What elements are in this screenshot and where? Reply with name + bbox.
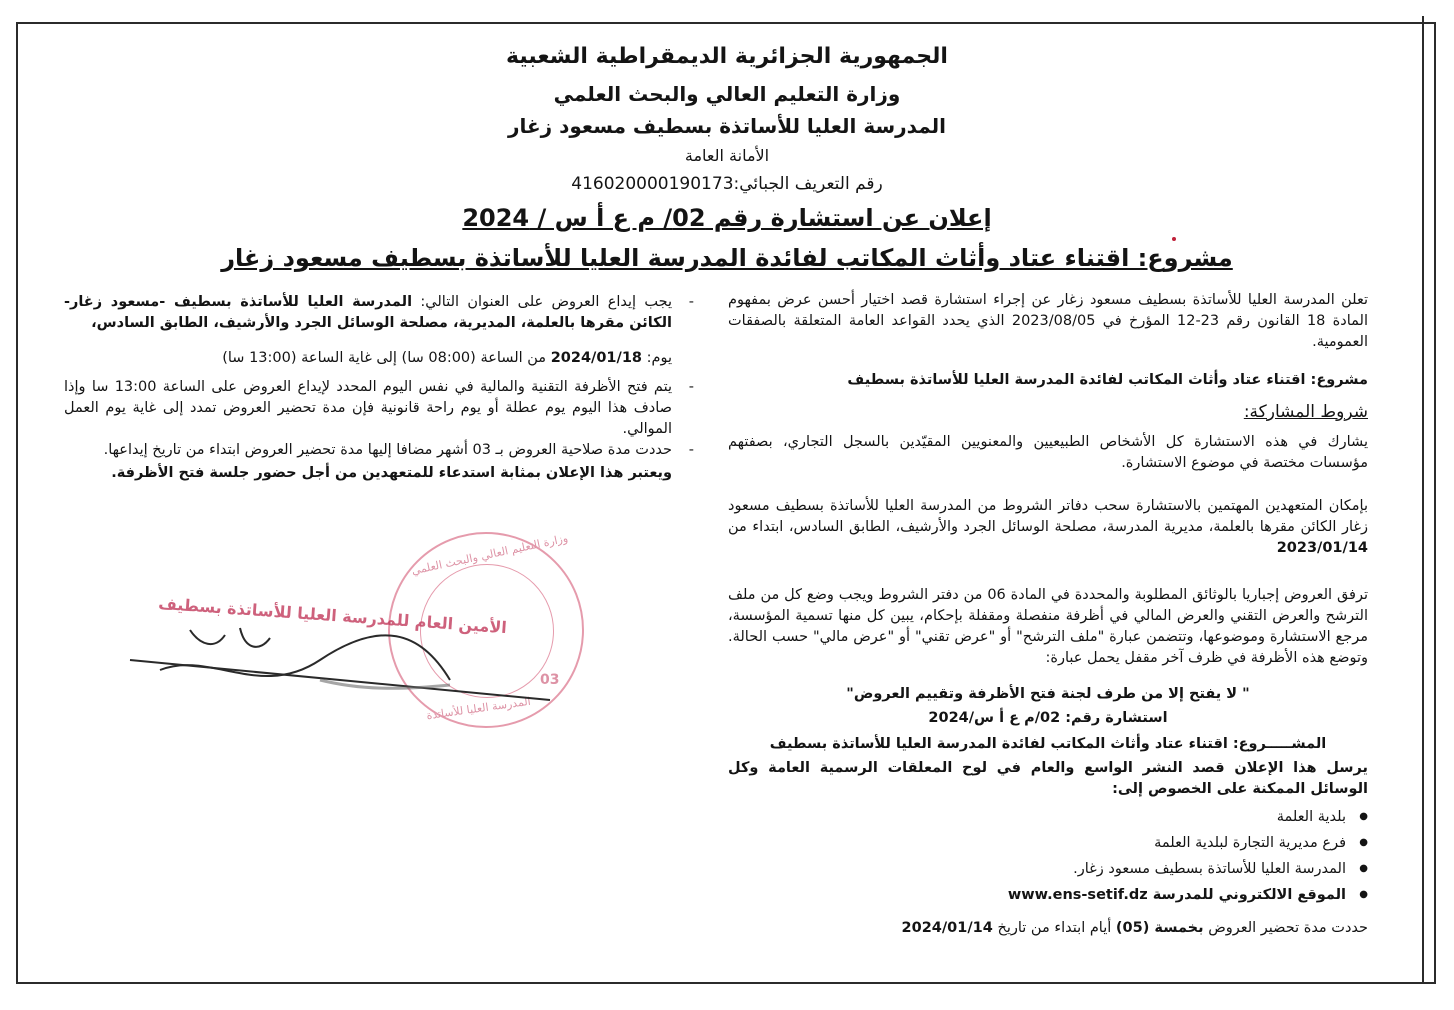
prep-period — [728, 918, 1368, 939]
publish-text: يرسل هذا الإعلان قصد النشر الواسع والعام في لوح المعلقات الرسمية العامة وكل الوسائل الممكنة على الخصوص إلى: — [728, 760, 1368, 797]
stamp-bottom-text: المدرسة العليا للأساتذة — [425, 694, 532, 723]
header-republic: الجمهورية الجزائرية الديمقراطية الشعبية — [506, 44, 948, 69]
consult-reference: استشارة رقم: 02/م ع أ س/2024 — [928, 710, 1168, 726]
deposit-item — [64, 292, 694, 369]
header-ministry: وزارة التعليم العالي والبحث العلمي — [553, 82, 901, 106]
withdraw-date: 2023/01/14 — [1276, 540, 1368, 556]
header-school: المدرسة العليا للأساتذة بسطيف مسعود زغار — [507, 114, 947, 138]
invitation-text: ويعتبر هذا الإعلان بمثابة استدعاء للمتعهدين من أجل حضور جلسة فتح الأظرفة. — [111, 465, 672, 481]
tax-id-value: 416020000190173 — [571, 174, 734, 194]
tax-id-label: رقم التعريف الجبائي: — [733, 174, 883, 194]
conditions-text: يشارك في هذه الاستشارة كل الأشخاص الطبيعيين والمعنويين المقيّدين بالسجل التجاري، بصفتهم مؤسسات مختصة في موضوع الاستشارة. — [728, 434, 1368, 471]
validity-item: - حددت مدة صلاحية العروض بـ 03 أشهر مضافا إليها مدة تحضير العروض ابتداء من تاريخ إيداعها. — [64, 440, 694, 461]
recipient-item: ● المدرسة العليا للأساتذة بسطيف مسعود زغار. — [728, 856, 1368, 882]
withdraw-text: بإمكان المتعهدين المهتمين بالاستشارة سحب دفاتر الشروط من المدرسة العليا للأساتذة بسطيف مسعود زغار الكائن مقرها بالعلمة، مديرية المدرسة، مصلحة الوسائل الجرد والأرشيف، الطابق السادس، ابتداء من — [728, 498, 1368, 535]
deposit-schedule — [64, 348, 672, 369]
deposit-text-a: يجب إيداع العروض على العنوان التالي: — [420, 294, 673, 310]
offers-text: ترفق العروض إجباريا بالوثائق المطلوبة والمحددة في المادة 06 من دفتر الشروط ويجب وضع كل من ملف الترشح والعرض التقني والعرض المالي في أظرفة منفصلة ومقفلة بإحكام، يبين كل منها تسمية المؤسسة، مرجع الاستشارة وموضوعها، وتتضمن عبارة "ملف الترشح" أو "عرض تقني" أو "عرض مالي" حسب الحالة. وتوضع هذه الأظرفة في ظرف آخر مقفل يحمل عبارة: — [728, 587, 1368, 666]
withdraw-paragraph — [728, 496, 1368, 559]
envelope-quote: " لا يفتح إلا من طرف لجنة فتح الأظرفة وتقييم العروض" — [846, 686, 1250, 702]
header-secretariat: الأمانة العامة — [684, 146, 770, 165]
project-reference: المشـــــروع: اقتناء عتاد وأثاث المكاتب لفائدة المدرسة العليا للأساتذة بسطيف — [769, 736, 1327, 752]
deposit-time: من الساعة (08:00 سا) إلى غاية الساعة (13:00 سا) — [222, 350, 547, 366]
left-column — [64, 292, 694, 484]
prep-text-a: حددت مدة تحضير العروض — [1208, 920, 1368, 936]
stamp-number: 03 — [540, 672, 560, 688]
intro-paragraph: تعلن المدرسة العليا للأساتذة بسطيف مسعود زغار عن إجراء استشارة قصد اختيار أحسن عرض بمفهوم المادة 18 القانون رقم 23-12 المؤرخ في 2023/08/05 الذي يحدد القواعد العامة المتعلقة بالصفقات العمومية. — [728, 292, 1368, 350]
announcement-title: إعلان عن استشارة رقم 02/ م ع أ س / 2024 — [462, 204, 992, 232]
project-title: مشروع: اقتناء عتاد وأثاث المكاتب لفائدة المدرسة العليا للأساتذة بسطيف مسعود زغار — [221, 244, 1233, 272]
stamp-top-text: وزارة التعليم العالي والبحث العلمي — [410, 531, 570, 578]
conditions-heading: شروط المشاركة: — [1243, 402, 1368, 422]
handwritten-signature — [120, 590, 580, 740]
recipients-list — [728, 804, 1368, 908]
recipient-item: ● بلدية العلمة — [728, 804, 1368, 830]
deposit-address: المدرسة العليا للأساتذة بسطيف -مسعود زغار- الكائن مقرها بالعلمة، المديرية، مصلحة الوسائل الجرد والأرشيف، الطابق السادس، — [64, 294, 672, 331]
prep-text-b: بخمسة (05) — [1115, 920, 1204, 936]
ink-mark — [1172, 237, 1176, 241]
recipient-item: ● فرع مديرية التجارة لبلدية العلمة — [728, 830, 1368, 856]
prep-text-c: أيام ابتداء من تاريخ — [997, 920, 1112, 936]
header-tax-id — [0, 174, 1454, 194]
signatory-title: الأمين العام للمدرسة العليا للأساتذة بسطيف — [157, 593, 508, 638]
prep-date: 2024/01/14 — [901, 920, 993, 936]
recipient-item: ● الموقع الالكتروني للمدرسة www.ens-setif.dz — [728, 882, 1368, 908]
opening-item: - يتم فتح الأظرفة التقنية والمالية في نفس اليوم المحدد لإيداع العروض على الساعة 13:00 سا وإذا صادف هذا اليوم يوم عطلة أو يوم راحة قانونية فإن مدة تحضير العروض تمدد إلى غاية يوم العمل الموالي. — [64, 377, 694, 440]
deposit-date: 2024/01/18 — [550, 350, 642, 366]
deposit-day-label: يوم: — [646, 350, 672, 366]
project-line: مشروع: اقتناء عتاد وأثاث المكاتب لفائدة المدرسة العليا للأساتذة بسطيف — [847, 372, 1368, 388]
